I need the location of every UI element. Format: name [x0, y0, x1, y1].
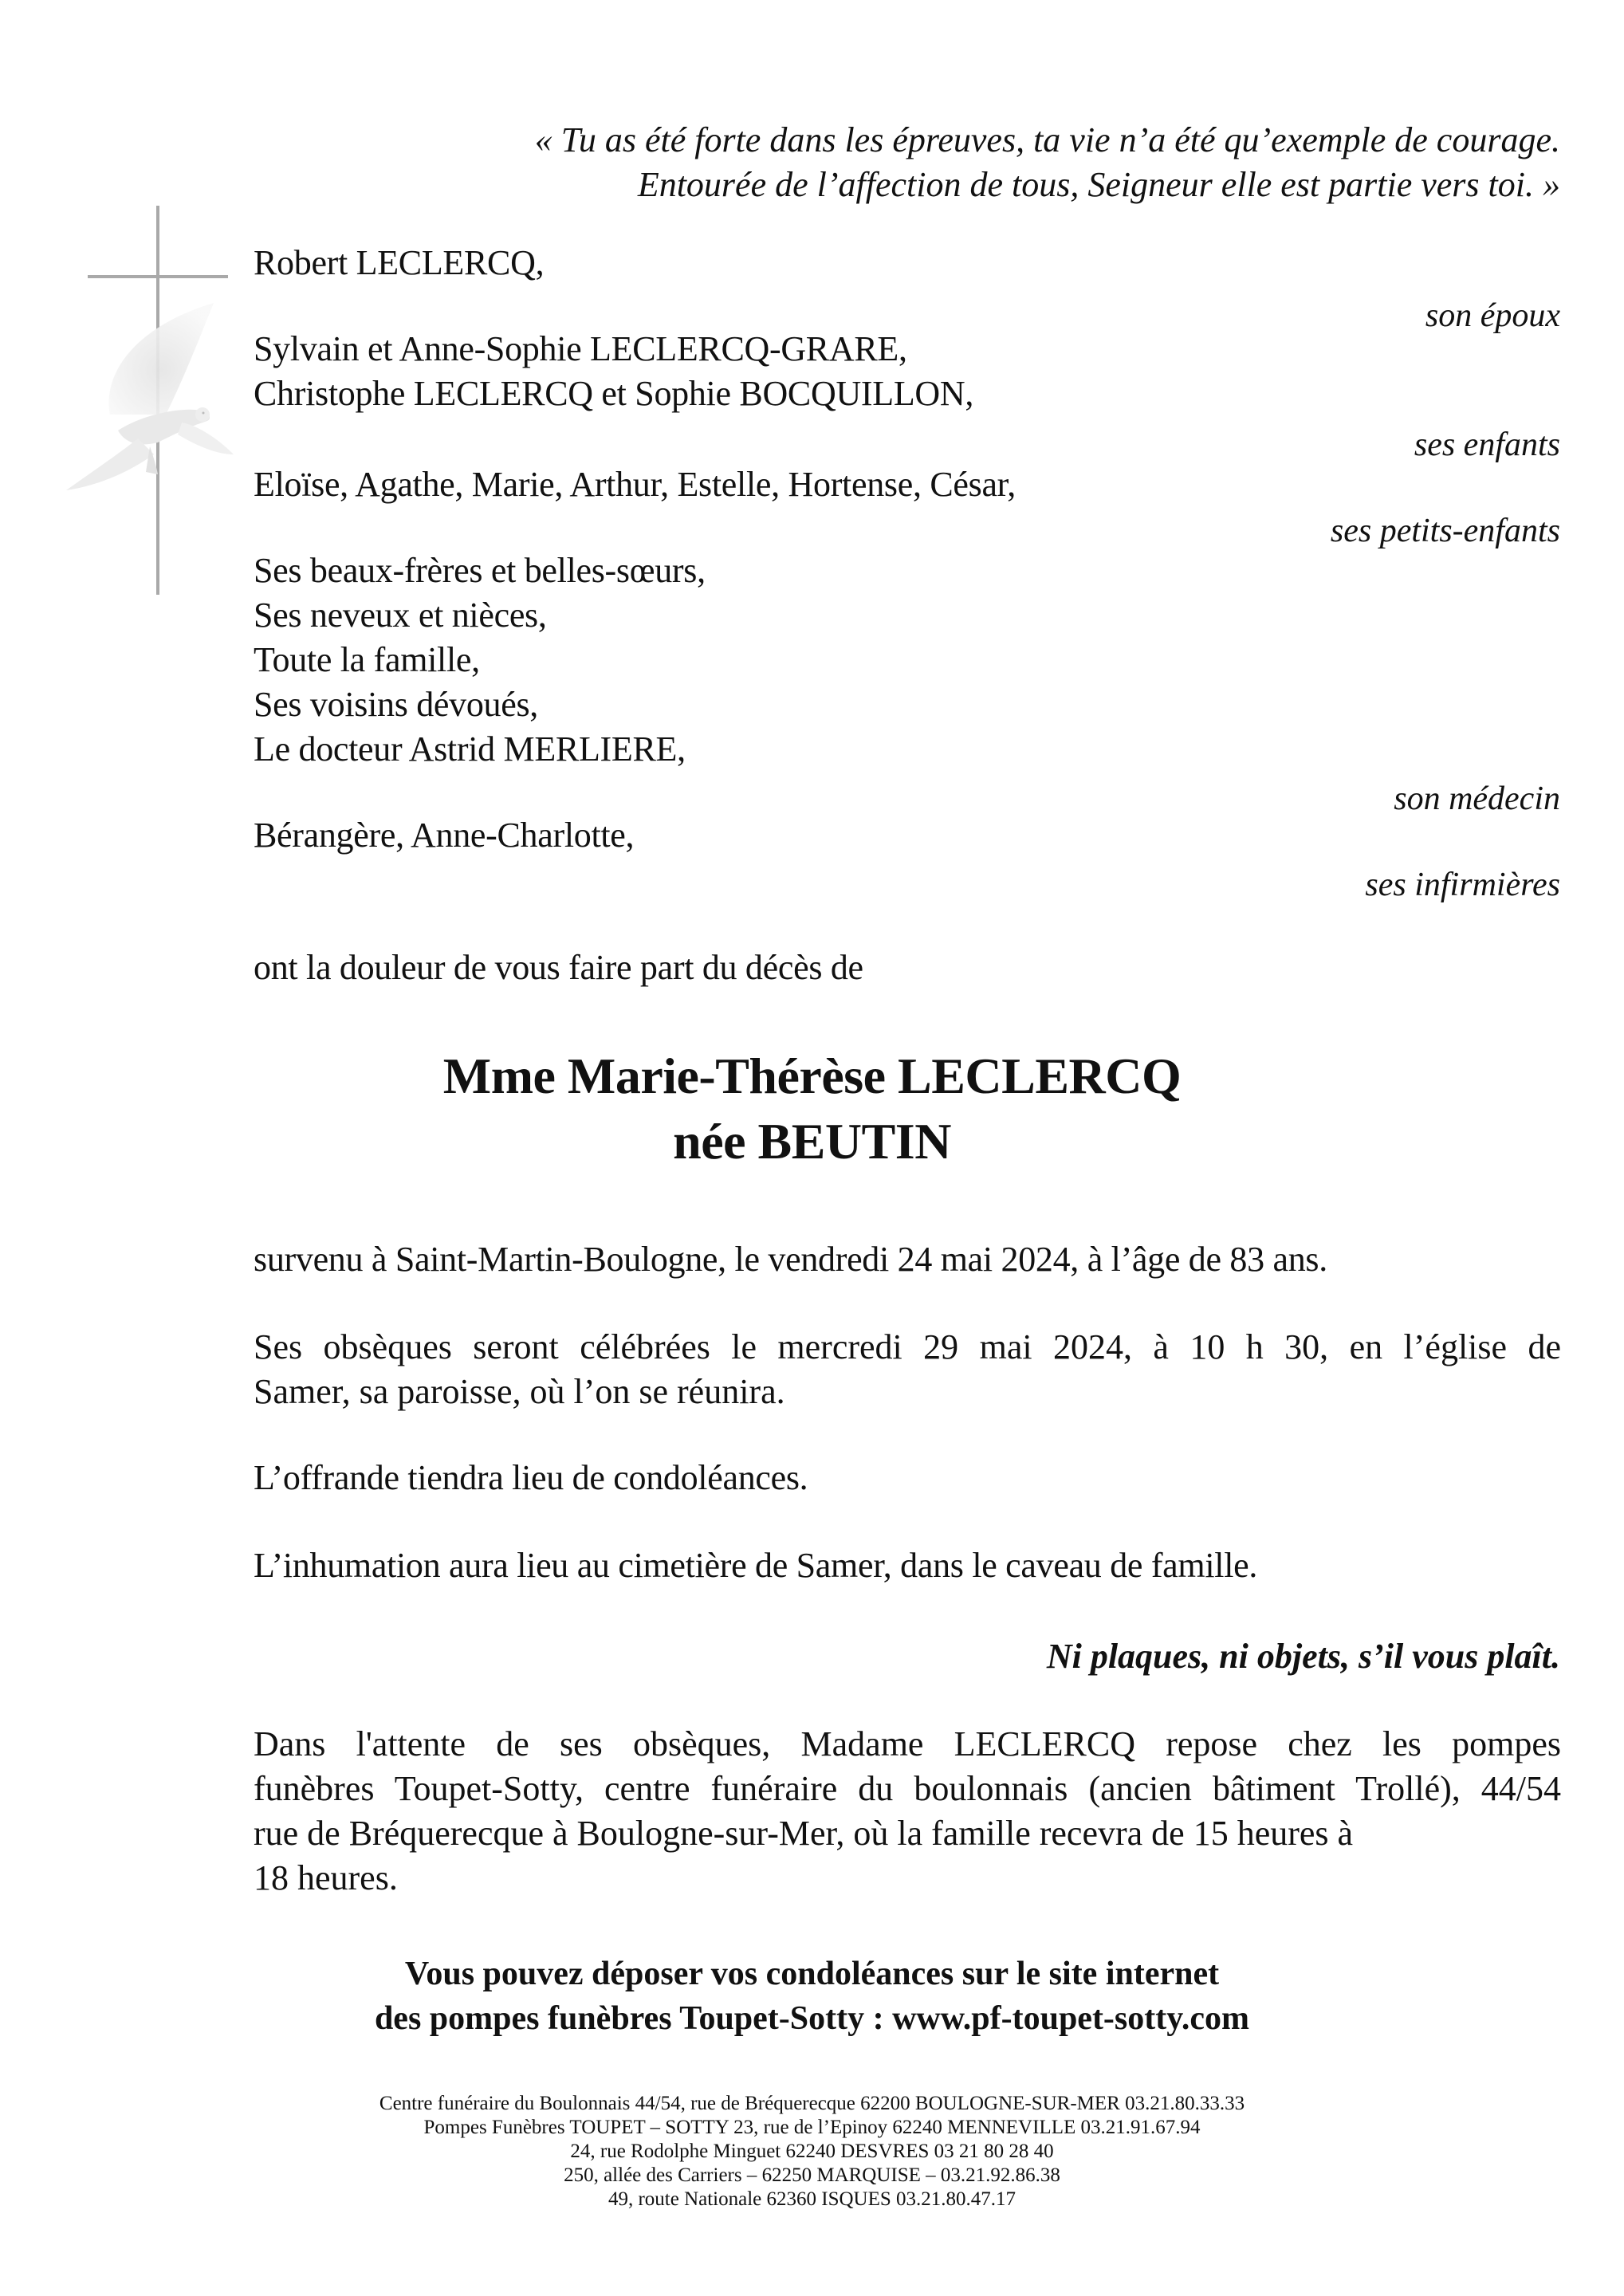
- epigraph: [535, 118, 1560, 207]
- viewing-line: funèbres Toupet-Sotty, centre funéraire du boulonnais (ancien bâtiment Trollé), 44/54: [254, 1769, 1561, 1808]
- announcement: ont la douleur de vous faire part du décès de: [254, 948, 863, 987]
- mourner-spouse: Robert LECLERCQ,: [254, 243, 545, 282]
- footer-address-line: 250, allée des Carriers – 62250 MARQUISE – 03.21.92.86.38: [564, 2164, 1060, 2186]
- mourner-child: Sylvain et Anne-Sophie LECLERCQ-GRARE,: [254, 329, 907, 368]
- deceased-maiden-name: née BEUTIN: [673, 1113, 951, 1170]
- condolences-line: Vous pouvez déposer vos condoléances sur le site internet: [404, 1956, 1220, 1992]
- viewing-details: [254, 1722, 1561, 1901]
- footer-address-line: 49, route Nationale 62360 ISQUES 03.21.80.47.17: [608, 2188, 1016, 2210]
- mourner-child: Christophe LECLERCQ et Sophie BOCQUILLON,: [254, 374, 974, 413]
- deceased-name: Mme Marie-Thérèse LECLERCQ: [442, 1048, 1182, 1104]
- footer-address-line: Centre funéraire du Boulonnais 44/54, rue de Bréquerecque 62200 BOULOGNE-SUR-MER 03.21.80.33.33: [379, 2093, 1245, 2114]
- epigraph-line: Entourée de l’affection de tous, Seigneur elle est partie vers toi. »: [637, 165, 1560, 204]
- condolences-website-line[interactable]: des pompes funèbres Toupet-Sotty : www.pf-toupet-sotty.com: [374, 2000, 1250, 2037]
- relation-children: ses enfants: [1414, 427, 1560, 463]
- viewing-line: 18 heures.: [254, 1858, 398, 1897]
- footer-addresses: [0, 2092, 1624, 2211]
- viewing-line: Dans l'attente de ses obsèques, Madame LECLERCQ repose chez les pompes: [254, 1724, 1561, 1763]
- mourner-other: Ses voisins dévoués,: [254, 685, 539, 724]
- no-flowers-notice: Ni plaques, ni objets, s’il vous plaît.: [1046, 1637, 1560, 1676]
- mourner-other: Toute la famille,: [254, 640, 480, 679]
- relation-nurses: ses infirmières: [1365, 867, 1560, 903]
- footer-address-line: 24, rue Rodolphe Minguet 62240 DESVRES 03 21 80 28 40: [570, 2141, 1054, 2162]
- footer-address-line: Pompes Funèbres TOUPET – SOTTY 23, rue de l’Epinoy 62240 MENNEVILLE 03.21.91.67.94: [423, 2117, 1201, 2138]
- relation-spouse: son époux: [1425, 297, 1560, 334]
- mourner-grandchildren: Eloïse, Agathe, Marie, Arthur, Estelle, Hortense, César,: [254, 465, 1016, 504]
- mourner-children: [254, 327, 973, 416]
- relation-grandchildren: ses petits-enfants: [1330, 513, 1560, 549]
- offering-notice: L’offrande tiendra lieu de condoléances.: [254, 1458, 808, 1497]
- mourner-other: Ses neveux et nièces,: [254, 596, 547, 635]
- cross-horizontal-bar: [88, 275, 228, 278]
- funeral-line: Ses obsèques seront célébrées le mercredi 29 mai 2024, à 10 h 30, en l’église de: [254, 1327, 1561, 1366]
- funeral-details: [254, 1325, 1561, 1414]
- mourner-nurses: Bérangère, Anne-Charlotte,: [254, 816, 635, 855]
- viewing-line: rue de Bréquerecque à Boulogne-sur-Mer, où la famille recevra de 15 heures à: [254, 1814, 1354, 1853]
- funeral-line: Samer, sa paroisse, où l’on se réunira.: [254, 1372, 785, 1411]
- dove-icon: [62, 295, 246, 502]
- mourner-other: Le docteur Astrid MERLIERE,: [254, 729, 686, 769]
- mourner-others: [254, 548, 706, 772]
- epigraph-line: « Tu as été forte dans les épreuves, ta vie n’a été qu’exemple de courage.: [534, 120, 1560, 159]
- death-details: survenu à Saint-Martin-Boulogne, le vendredi 24 mai 2024, à l’âge de 83 ans.: [254, 1240, 1327, 1279]
- burial-notice: L’inhumation aura lieu au cimetière de Samer, dans le caveau de famille.: [254, 1546, 1258, 1585]
- relation-doctor: son médecin: [1394, 780, 1560, 817]
- mourner-other: Ses beaux-frères et belles-sœurs,: [254, 551, 706, 590]
